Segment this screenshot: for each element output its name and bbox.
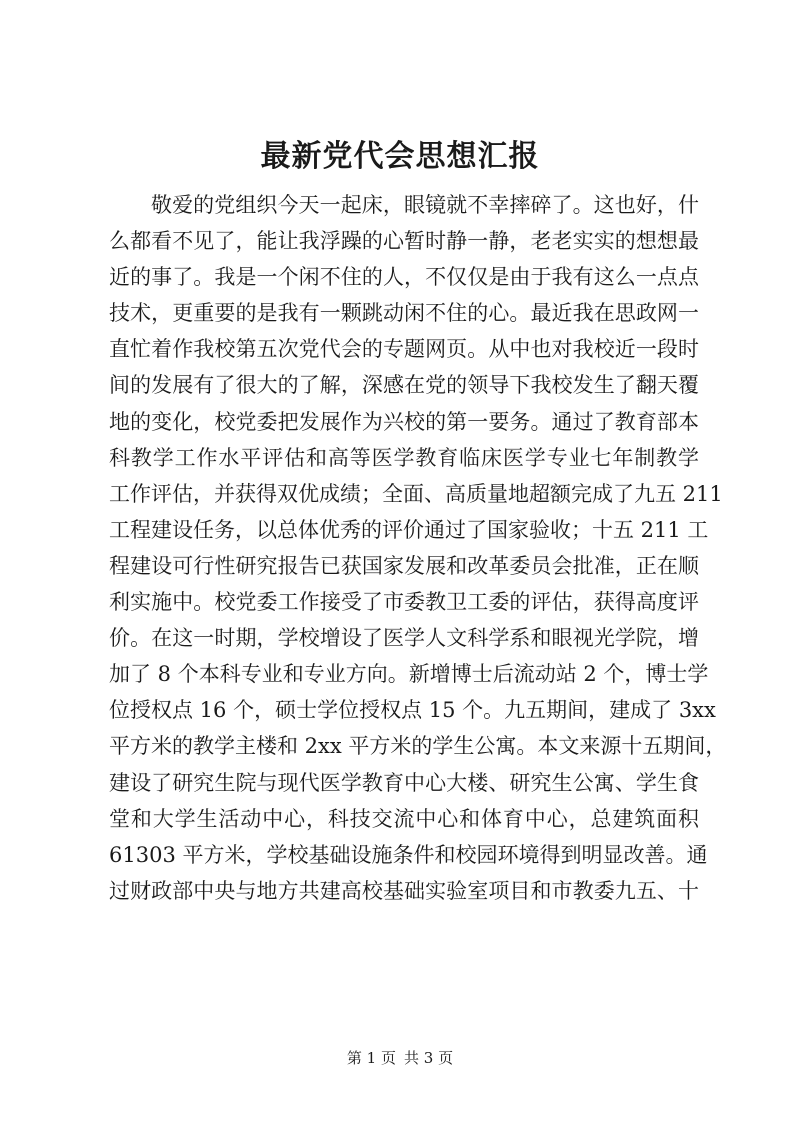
page-total: 共 3 页	[404, 1049, 454, 1067]
body-line: 工作评估，并获得双优成绩；全面、高质量地超额完成了九五 211	[109, 481, 723, 506]
body-line: 建设了研究生院与现代医学教育中心大楼、研究生公寓、学生食	[109, 770, 699, 795]
document-body	[109, 187, 727, 909]
body-line: 加了 8 个本科专业和专业方向。新增博士后流动站 2 个，博士学	[109, 662, 709, 687]
body-line: 过财政部中央与地方共建高校基础实验室项目和市教委九五、十	[109, 878, 699, 903]
document-title: 最新党代会思想汇报	[260, 139, 540, 174]
page-footer	[0, 1048, 800, 1068]
body-line: 么都看不见了，能让我浮躁的心暂时静一静，老老实实的想想最	[109, 229, 699, 254]
body-line: 近的事了。我是一个闲不住的人，不仅仅是由于我有这么一点点	[109, 265, 699, 290]
body-line: 地的变化，校党委把发展作为兴校的第一要务。通过了教育部本	[109, 409, 699, 434]
body-line: 直忙着作我校第五次党代会的专题网页。从中也对我校近一段时	[109, 337, 699, 362]
body-line: 价。在这一时期，学校增设了医学人文科学系和眼视光学院，增	[109, 626, 699, 651]
body-line: 工程建设任务，以总体优秀的评价通过了国家验收；十五 211 工	[109, 517, 709, 542]
body-line: 间的发展有了很大的了解，深感在党的领导下我校发生了翻天覆	[109, 373, 699, 398]
body-line: 平方米的教学主楼和 2xx 平方米的学生公寓。本文来源十五期间，	[109, 734, 727, 759]
body-line: 技术，更重要的是我有一颗跳动闲不住的心。最近我在思政网一	[109, 301, 699, 326]
body-line: 利实施中。校党委工作接受了市委教卫工委的评估，获得高度评	[109, 590, 699, 615]
body-line: 61303 平方米，学校基础设施条件和校园环境得到明显改善。通	[109, 842, 708, 867]
body-line: 科教学工作水平评估和高等医学教育临床医学专业七年制教学	[109, 445, 699, 470]
page-number: 第 1 页	[346, 1049, 396, 1067]
body-line: 程建设可行性研究报告已获国家发展和改革委员会批准，正在顺	[109, 553, 699, 578]
body-line: 位授权点 16 个，硕士学位授权点 15 个。九五期间，建成了 3xx	[109, 698, 716, 723]
body-line: 敬爱的党组织今天一起床，眼镜就不幸摔碎了。这也好，什	[151, 193, 699, 217]
body-line: 堂和大学生活动中心，科技交流中心和体育中心，总建筑面积	[109, 806, 699, 831]
